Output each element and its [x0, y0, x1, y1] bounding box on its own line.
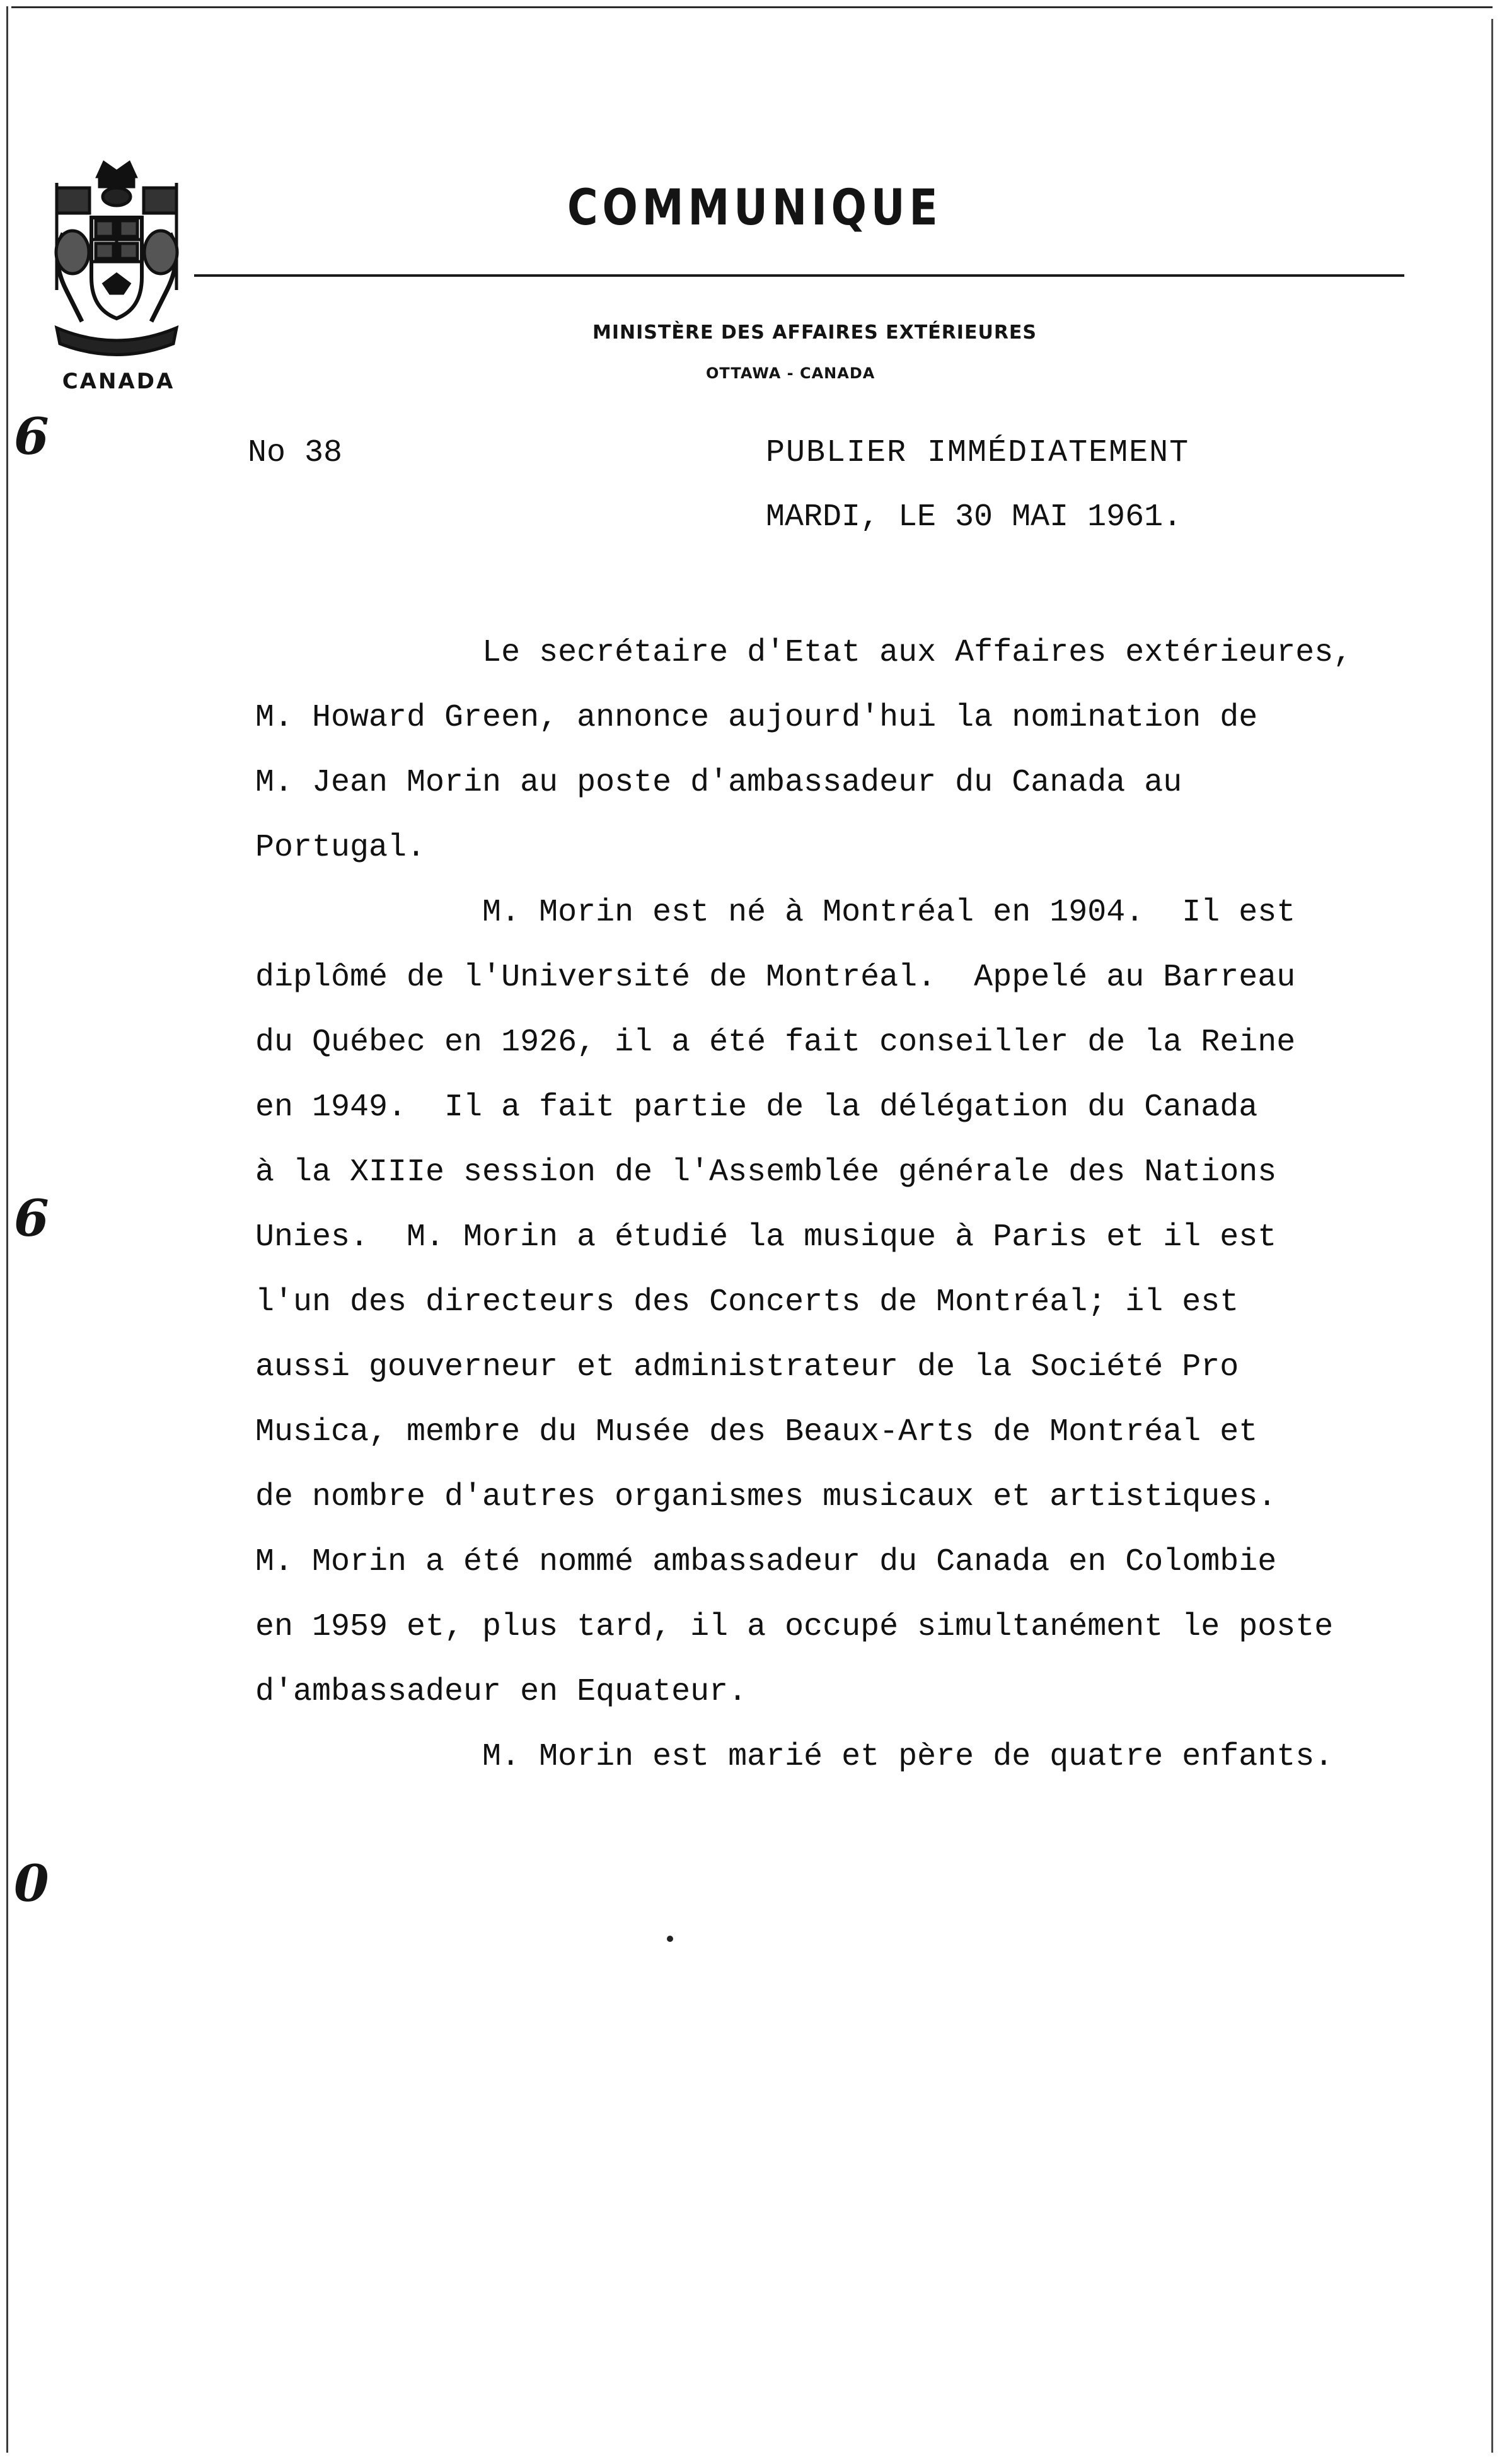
hole-punch-mark: 6 — [14, 1188, 49, 1248]
text-line: M. Jean Morin au poste d'ambassadeur du Canada au — [255, 765, 1182, 801]
page-title: COMMUNIQUE — [567, 180, 942, 236]
stray-mark — [667, 1936, 673, 1942]
hole-punch-mark: 0 — [14, 1854, 49, 1913]
text-line: diplômé de l'Université de Montréal. Appelé au Barreau — [255, 960, 1296, 996]
release-date: MARDI, LE 30 MAI 1961. — [766, 499, 1182, 535]
text-line: Le secrétaire d'Etat aux Affaires extérieures, — [255, 635, 1353, 671]
header-rule — [194, 274, 1404, 277]
text-line: du Québec en 1926, il a été fait conseiller de la Reine — [255, 1025, 1296, 1061]
text-line: l'un des directeurs des Concerts de Montréal; il est — [255, 1284, 1239, 1320]
text-line: M. Howard Green, annonce aujourd'hui la nomination de — [255, 700, 1258, 736]
page-border-left — [6, 6, 8, 2453]
coat-of-arms-icon — [38, 158, 195, 366]
text-line: Musica, membre du Musée des Beaux-Arts de Montréal et — [255, 1414, 1258, 1450]
release-instruction: PUBLIER IMMÉDIATEMENT — [766, 435, 1190, 471]
paragraph-2 — [255, 880, 1453, 1724]
text-line: de nombre d'autres organismes musicaux et artistiques. — [255, 1479, 1277, 1515]
hole-punch-mark: 6 — [14, 407, 49, 466]
text-line: en 1959 et, plus tard, il a occupé simultanément le poste — [255, 1609, 1334, 1645]
paragraph-3 — [255, 1724, 1453, 1789]
crest-caption: CANADA — [62, 369, 175, 394]
text-line: M. Morin est né à Montréal en 1904. Il est — [255, 895, 1296, 931]
page-border-right — [1491, 19, 1493, 2453]
ministry-city: OTTAWA - CANADA — [706, 364, 875, 382]
text-line: Portugal. — [255, 830, 426, 866]
text-line: en 1949. Il a fait partie de la délégation du Canada — [255, 1090, 1258, 1125]
text-line: aussi gouverneur et administrateur de la Société Pro — [255, 1349, 1239, 1385]
text-line: M. Morin a été nommé ambassadeur du Canada en Colombie — [255, 1544, 1277, 1580]
text-line: à la XIIIe session de l'Assemblée générale des Nations — [255, 1154, 1277, 1190]
text-line: M. Morin est marié et père de quatre enfants. — [255, 1739, 1334, 1775]
paragraph-1 — [255, 620, 1453, 880]
text-line: Unies. M. Morin a étudié la musique à Paris et il est — [255, 1219, 1277, 1255]
page-border-top — [11, 6, 1493, 8]
communique-number: No 38 — [248, 435, 343, 471]
text-line: d'ambassadeur en Equateur. — [255, 1674, 748, 1710]
ministry-name: MINISTÈRE DES AFFAIRES EXTÉRIEURES — [592, 322, 1037, 344]
